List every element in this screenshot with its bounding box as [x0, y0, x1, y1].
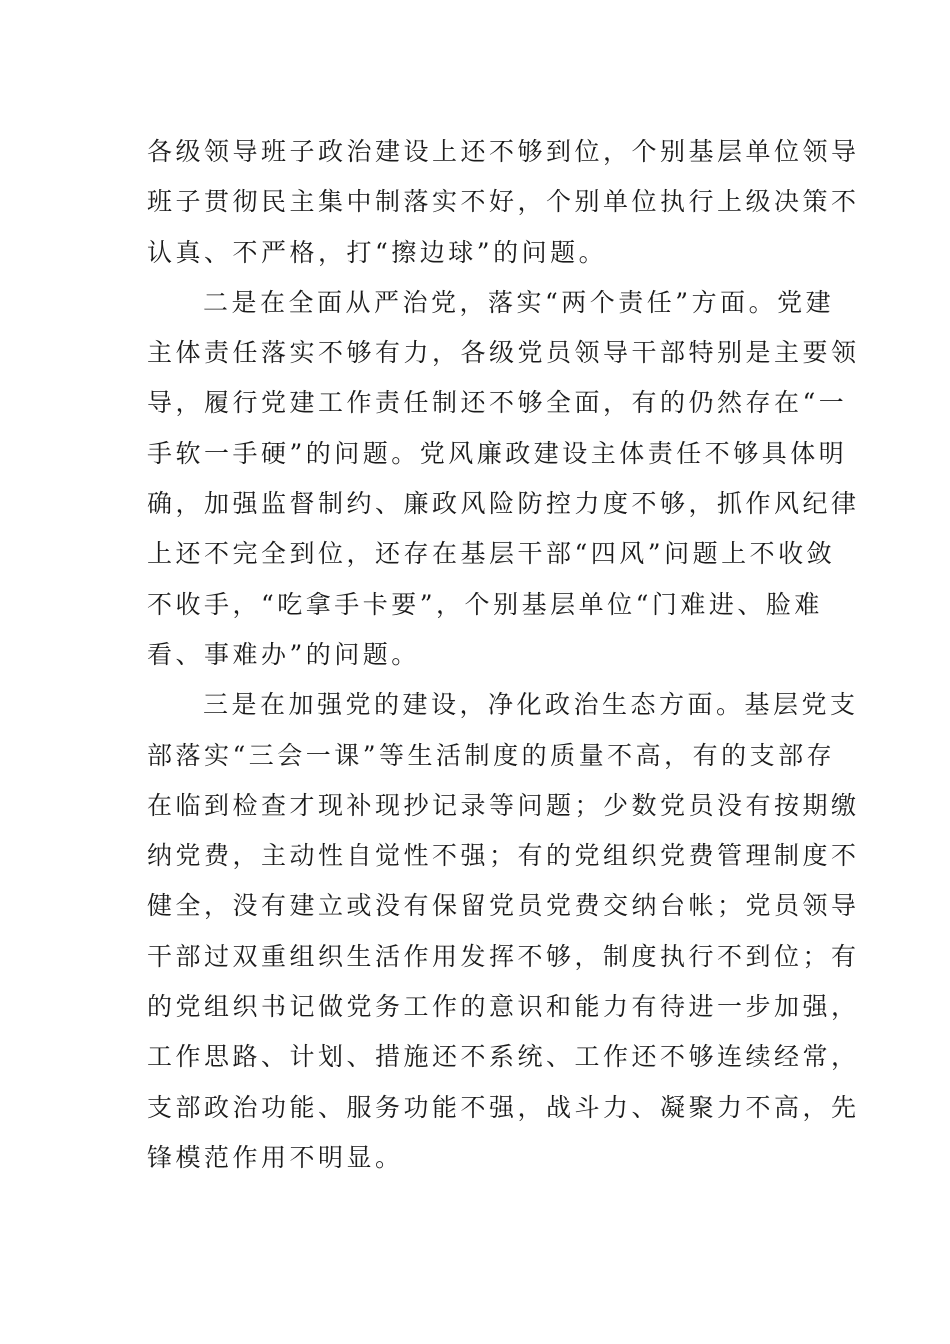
paragraph-line: 干部过双重组织生活作用发挥不够，制度执行不到位；有: [147, 941, 860, 971]
paragraph-2: [147, 278, 860, 680]
paragraph-line: 班子贯彻民主集中制落实不好，个别单位执行上级决策不: [147, 187, 860, 217]
paragraph-line: 部落实“三会一课”等生活制度的质量不高，有的支部存: [147, 740, 836, 770]
paragraph-line: 工作思路、计划、措施还不系统、工作还不够连续经常，: [147, 1042, 860, 1072]
paragraph-line: 主体责任落实不够有力，各级党员领导干部特别是主要领: [147, 338, 860, 368]
paragraph-line: 导，履行党建工作责任制还不够全面，有的仍然存在“一: [147, 388, 848, 418]
paragraph-line: 确，加强监督制约、廉政风险防控力度不够，抓作风纪律: [147, 489, 860, 519]
paragraph-line: 看、事难办”的问题。: [147, 639, 420, 669]
paragraph-line: 上还不完全到位，还存在基层干部“四风”问题上不收敛: [147, 539, 836, 569]
paragraph-line: 的党组织书记做党务工作的意识和能力有待进一步加强，: [147, 992, 860, 1022]
paragraph-1: [147, 127, 860, 278]
paragraph-line: 在临到检查才现补现抄记录等问题；少数党员没有按期缴: [147, 790, 860, 820]
paragraph-3: [147, 680, 860, 1183]
paragraph-line: 健全，没有建立或没有保留党员党费交纳台帐；党员领导: [147, 891, 860, 921]
paragraph-line: 二是在全面从严治党，落实“两个责任”方面。党建: [203, 287, 835, 317]
paragraph-line: 各级领导班子政治建设上还不够到位，个别基层单位领导: [147, 137, 860, 166]
paragraph-line: 手软一手硬”的问题。党风廉政建设主体责任不够具体明: [147, 438, 848, 468]
paragraph-line: 不收手，“吃拿手卡要”，个别基层单位“门难进、脸难: [147, 589, 823, 619]
paragraph-line: 支部政治功能、服务功能不强，战斗力、凝聚力不高，先: [147, 1092, 860, 1122]
paragraph-line: 认真、不严格，打“擦边球”的问题。: [147, 237, 608, 267]
paragraph-line: 锋模范作用不明显。: [147, 1142, 404, 1172]
document-body: [147, 127, 860, 1183]
paragraph-line: 三是在加强党的建设，净化政治生态方面。基层党支: [203, 690, 859, 720]
paragraph-line: 纳党费，主动性自觉性不强；有的党组织党费管理制度不: [147, 841, 860, 871]
